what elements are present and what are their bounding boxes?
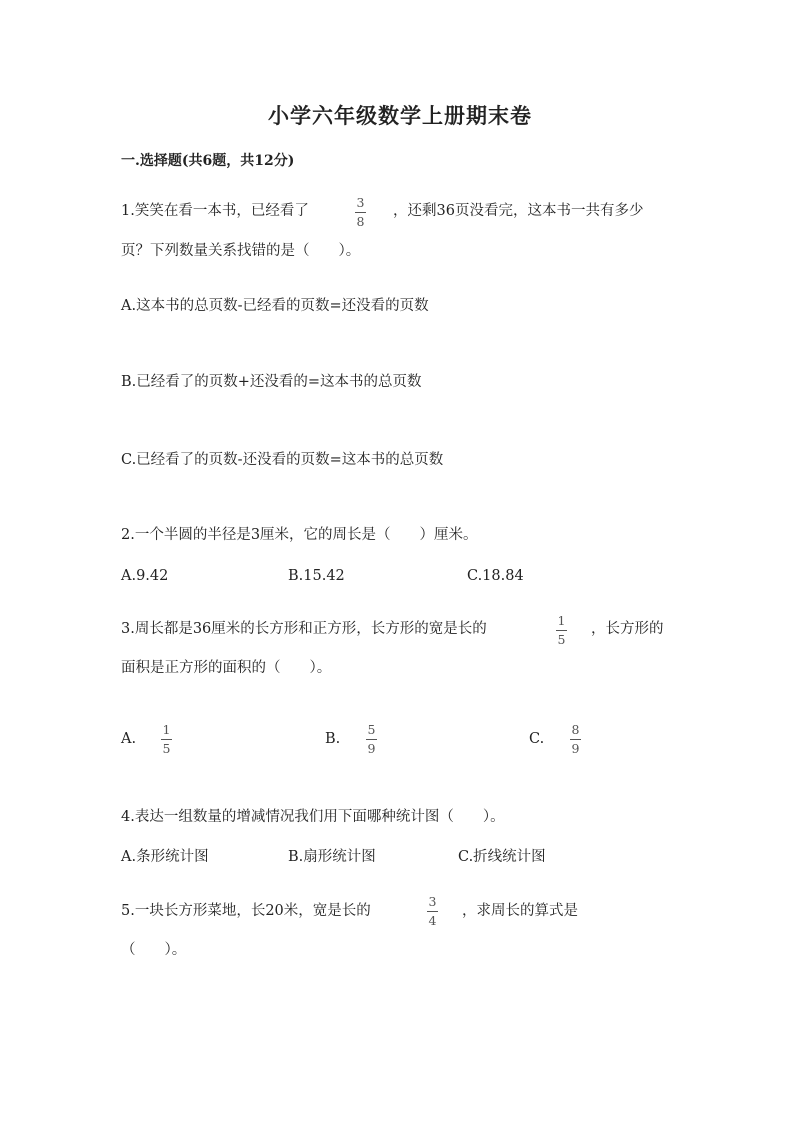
q3-frac-den: 5 [557,632,566,647]
q3-frac-bar [556,630,567,631]
q4-option-b: B.扇形统计图 [288,849,376,865]
q5-fraction [427,895,438,928]
q1-text-b: ，还剩36页没看完，这本书一共有多少 [393,203,644,219]
q3-opt-c-bar [570,739,581,740]
q4-option-c: C.折线统计图 [458,849,546,865]
q3-opt-b-bar [366,739,377,740]
section-heading: 一.选择题(共6题，共12分) [121,153,295,169]
q2-option-c: C.18.84 [467,568,524,584]
q3-opt-a-bar [161,739,172,740]
q4-option-a: A.条形统计图 [121,849,209,865]
page-title: 小学六年级数学上册期末卷 [268,103,532,128]
q3-fraction [556,614,567,647]
q5-text-a: 5.一块长方形菜地，长20米，宽是长的 [121,903,371,919]
q1-text-a: 1.笑笑在看一本书，已经看了 [121,203,309,219]
q1-option-b: B.已经看了的页数+还没看的=这本书的总页数 [121,374,422,390]
q3-opt-b-num: 5 [367,722,376,737]
q3-option-c-fraction [570,723,581,756]
q4-text: 4.表达一组数量的增减情况我们用下面哪种统计图（ ）。 [121,809,505,825]
q1-frac-den: 8 [356,214,365,229]
q2-text: 2.一个半圆的半径是3厘米，它的周长是（ ）厘米。 [121,527,478,543]
q3-frac-num: 1 [557,613,566,628]
q5-frac-bar [427,911,438,912]
q3-opt-a-num: 1 [162,722,171,737]
q3-text-a: 3.周长都是36厘米的长方形和正方形，长方形的宽是长的 [121,621,487,637]
q3-text-c: 面积是正方形的面积的（ ）。 [121,660,332,676]
q3-opt-b-den: 9 [367,741,376,756]
q3-option-b-label: B. [325,731,341,747]
q1-option-c: C.已经看了的页数-还没看的页数=这本书的总页数 [121,452,444,468]
q2-option-a: A.9.42 [121,568,169,584]
q1-fraction [355,196,366,229]
q3-option-a-fraction [161,723,172,756]
q5-frac-num: 3 [428,894,437,909]
q3-option-c-label: C. [529,731,545,747]
q3-opt-c-num: 8 [571,722,580,737]
q5-text-b: ，求周长的算式是 [462,903,578,919]
q1-frac-bar [355,212,366,213]
q3-text-b: ，长方形的 [591,621,664,637]
q5-frac-den: 4 [428,913,437,928]
q1-frac-num: 3 [356,195,365,210]
q1-text-c: 页？下列数量关系找错的是（ ）。 [121,243,361,259]
q3-opt-c-den: 9 [571,741,580,756]
q3-opt-a-den: 5 [162,741,171,756]
q1-option-a: A.这本书的总页数-已经看的页数=还没看的页数 [121,298,429,314]
q3-option-b-fraction [366,723,377,756]
q2-option-b: B.15.42 [288,568,345,584]
q5-text-c: （ ）。 [121,942,187,958]
q3-option-a-label: A. [121,731,137,747]
